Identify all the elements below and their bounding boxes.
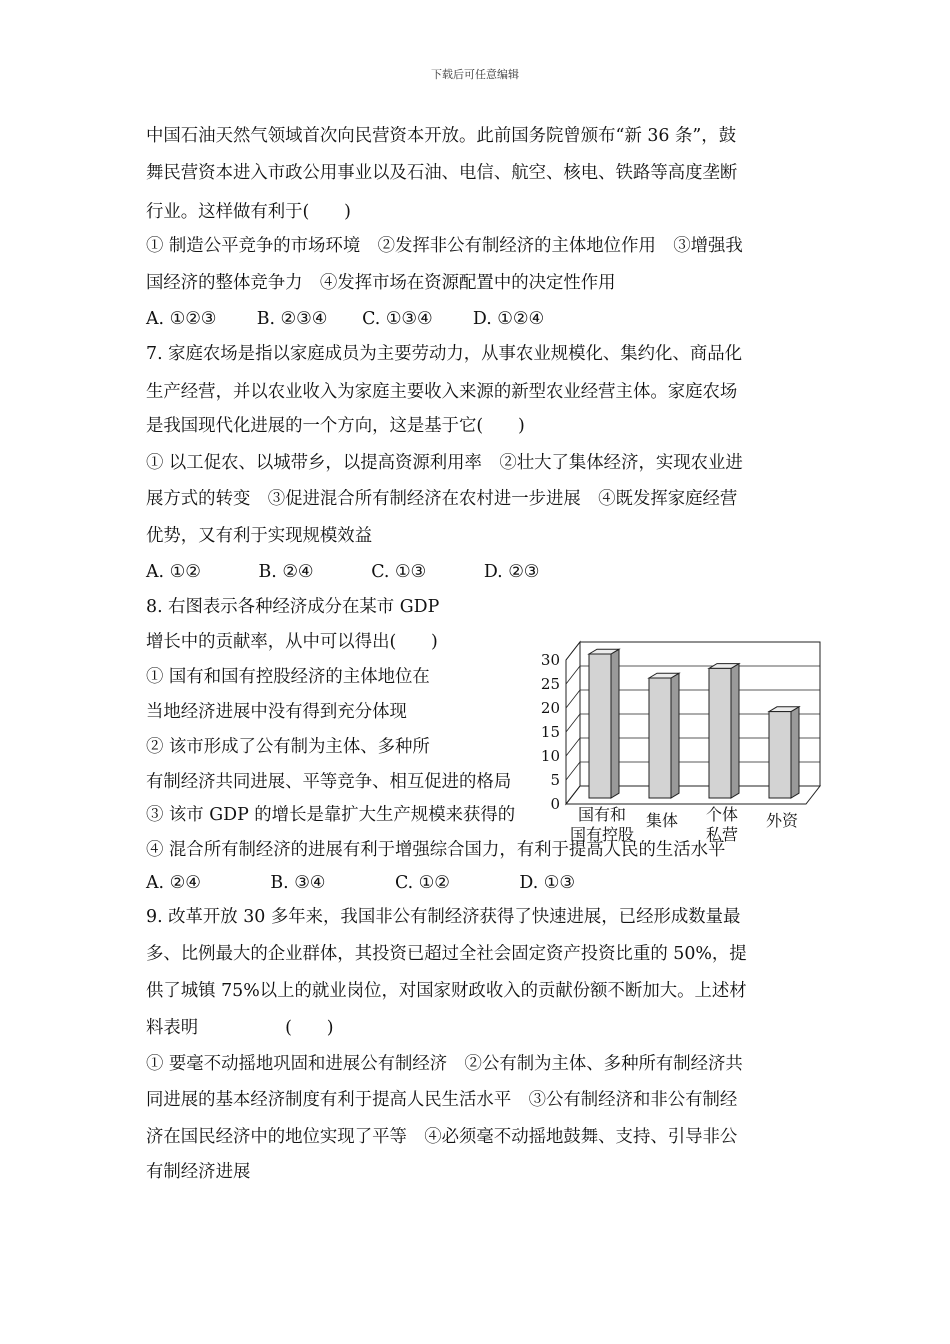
text-line: 多、比例最大的企业群体，其投资已超过全社会固定资产投资比重的 50%，提 [146,944,747,964]
text-line: ③ 该市 GDP 的增长是靠扩大生产规模来获得的 [146,805,516,825]
text-line: 当地经济进展中没有得到充分体现 [146,702,407,722]
text-line: 中国石油天然气领域首次向民营资本开放。此前国务院曾颁布“新 36 条”，鼓 [146,126,737,146]
y-tick-label: 25 [540,675,560,693]
text-line: 生产经营，并以农业收入为家庭主要收入来源的新型农业经营主体。家庭农场 [146,382,738,402]
text-line: ② 该市形成了公有制为主体、多种所 [146,737,430,757]
bar-side [731,664,739,798]
text-line: 有制经济进展 [146,1162,251,1182]
text-line: 行业。这样做有利于( ) [146,202,351,222]
text-line: ④ 混合所有制经济的进展有利于增强综合国力，有利于提高人民的生活水平 [146,840,726,860]
page-header: 下载后可任意编辑 [431,68,519,81]
text-line: 舞民营资本进入市政公用事业以及石油、电信、航空、核电、铁路等高度垄断 [146,163,738,183]
bar [589,654,611,798]
y-tick-label: 5 [550,771,560,789]
gridline-side [566,666,580,684]
text-line: 优势，又有利于实现规模效益 [146,526,373,546]
x-category-label: 外资 [765,811,799,830]
text-line: 9. 改革开放 30 多年来，我国非公有制经济获得了快速进展，已经形成数量最 [146,907,741,927]
text-line: 济在国民经济中的地位实现了平等 ④必须毫不动摇地鼓舞、支持、引导非公 [146,1127,738,1147]
bar [769,712,791,798]
bar-side [611,649,619,798]
x-category-label: 集体 [645,811,679,830]
bar-chart [530,638,830,860]
bar-side [671,673,679,798]
y-tick-label: 15 [540,723,560,741]
gridline-side [566,690,580,708]
text-line: 8. 右图表示各种经济成分在某市 GDP [146,597,440,617]
text-line: 是我国现代化进展的一个方向，这是基于它( ) [146,416,525,436]
y-tick-label: 10 [540,747,560,765]
text-line: 料表明 ( ) [146,1018,334,1038]
text-line: ① 要毫不动摇地巩固和进展公有制经济 ②公有制为主体、多种所有制经济共 [146,1054,743,1074]
text-line: ① 制造公平竞争的市场环境 ②发挥非公有制经济的主体地位作用 ③增强我 [146,236,743,256]
gridline-side [566,714,580,732]
bar-side [791,707,799,798]
text-line: ① 国有和国有控股经济的主体地位在 [146,667,430,687]
text-line: 有制经济共同进展、平等竞争、相互促进的格局 [146,772,512,792]
gridline-side [566,762,580,780]
text-line: 7. 家庭农场是指以家庭成员为主要劳动力，从事农业规模化、集约化、商品化 [146,344,743,364]
text-line: ① 以工促农、以城带乡，以提高资源利用率 ②壮大了集体经济，实现农业进 [146,453,743,473]
y-tick-label: 20 [540,699,560,717]
text-line: A. ①②③ B. ②③④ C. ①③④ D. ①②④ [146,309,545,329]
text-line: A. ①② B. ②④ C. ①③ D. ②③ [146,562,540,582]
text-line: 国经济的整体竞争力 ④发挥市场在资源配置中的决定性作用 [146,273,616,293]
text-line: 供了城镇 75%以上的就业岗位，对国家财政收入的贡献份额不断加大。上述材 [146,981,747,1001]
bar [709,668,731,798]
text-line: 展方式的转变 ③促进混合所有制经济在农村进一步进展 ④既发挥家庭经营 [146,489,738,509]
x-category-label: 私营 [705,825,739,844]
x-category-label: 个体 [705,805,739,824]
text-line: 同进展的基本经济制度有利于提高人民生活水平 ③公有制经济和非公有制经 [146,1090,738,1110]
y-tick-label: 0 [550,795,560,813]
text-line: A. ②④ B. ③④ C. ①② D. ①③ [146,873,575,893]
gridline-side [566,642,580,660]
y-tick-label: 30 [540,651,560,669]
x-category-label: 国有和 [577,805,627,824]
chart-svg [530,638,830,860]
x-category-label: 国有控股 [569,825,635,844]
bar [649,678,671,798]
gridline-side [566,738,580,756]
gridline-side [566,786,580,804]
text-line: 增长中的贡献率，从中可以得出( ) [146,632,438,652]
